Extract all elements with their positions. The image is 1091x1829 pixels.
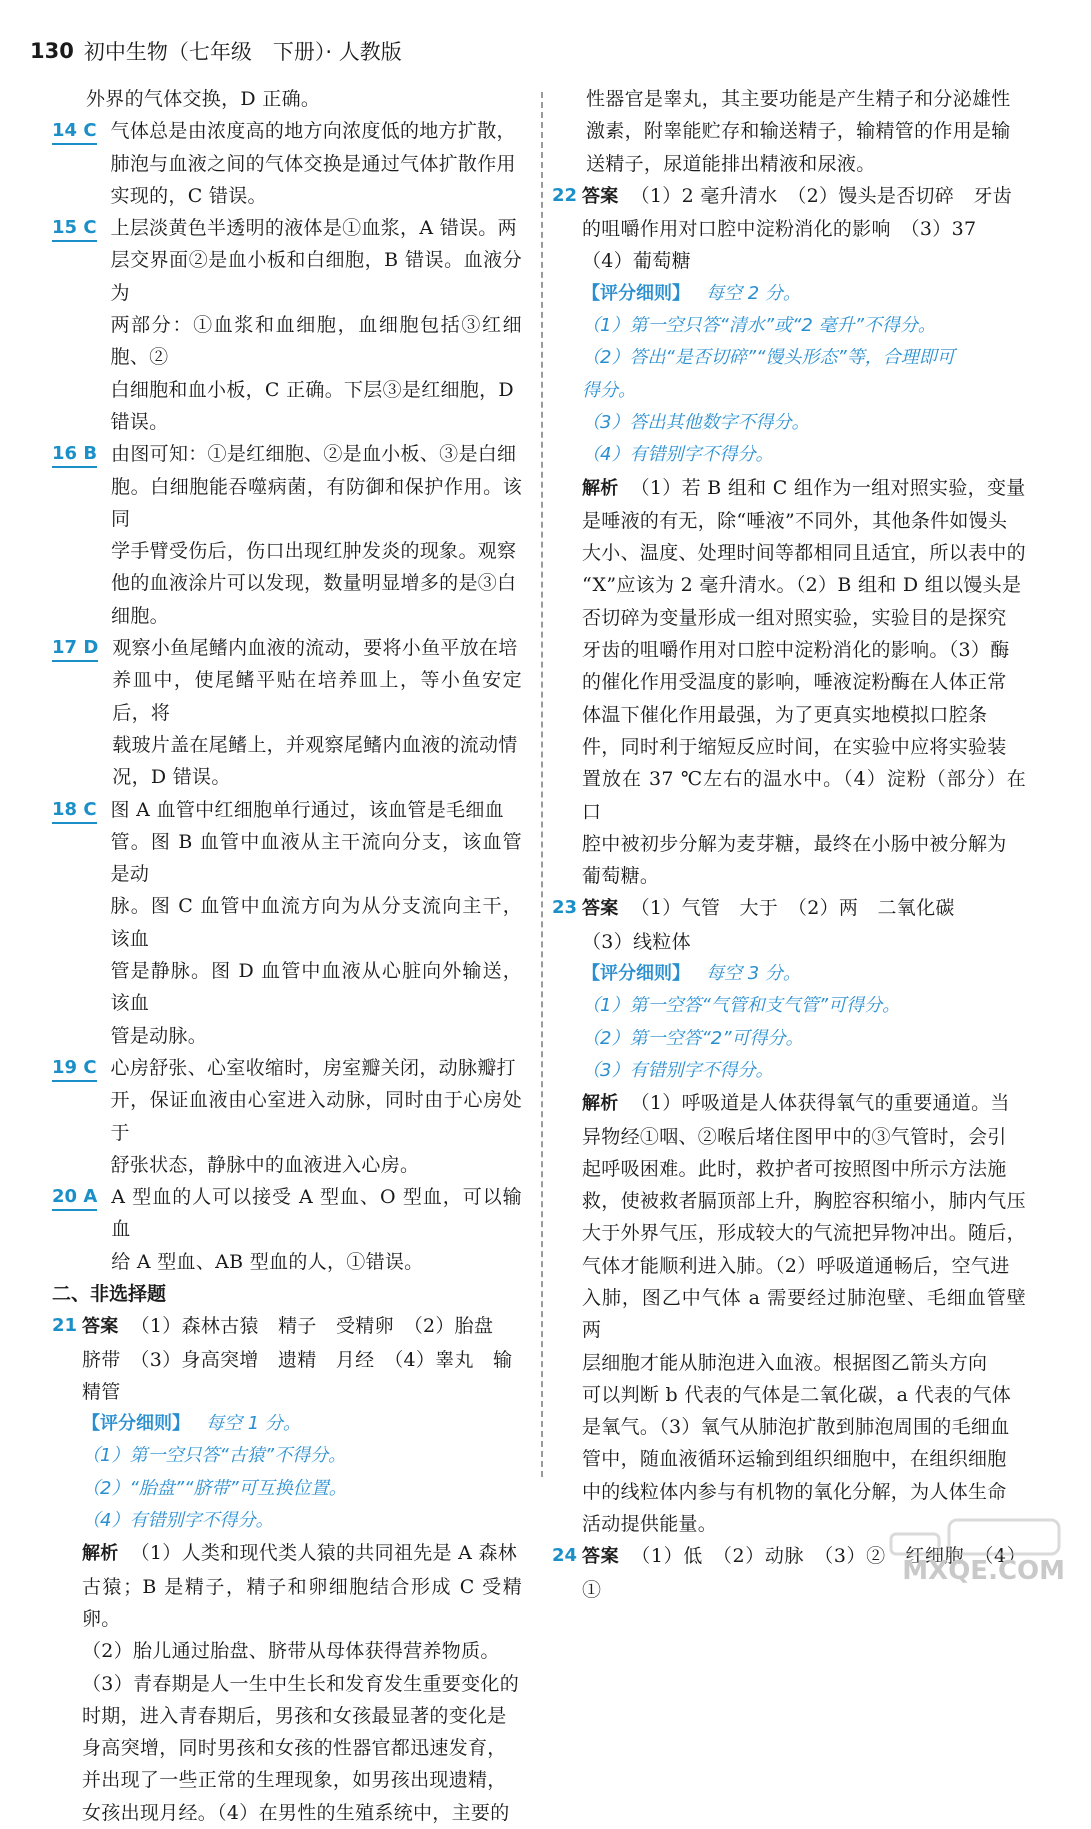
mc-item	[52, 1052, 522, 1181]
scoring-rule: （2）答出“是否切碎”“馒头形态”等，合理即可	[582, 347, 955, 369]
answer-line: 脐带 （3）身高突增 遗精 月经 （4）睾丸 输	[82, 1348, 513, 1371]
text-line: 上层淡黄色半透明的液体是①血浆，A 错误。两	[110, 217, 517, 240]
answer-line: 答案 （1）2 毫升清水 （2）馒头是否切碎 牙齿	[582, 184, 1013, 207]
question-21	[52, 1310, 522, 1829]
text-line: 脉。图 C 血管中血流方向为从分支流向主干，该血	[110, 895, 522, 950]
text-line: 错误。	[110, 410, 169, 433]
continued-text	[552, 83, 1026, 180]
analysis-line: 古猿；B 是精子，精子和卵细胞结合形成 C 受精卵。	[82, 1575, 522, 1630]
text-line: 舒张状态，静脉中的血液进入心房。	[110, 1153, 420, 1176]
scoring-rule: （4）有错别字不得分。	[582, 444, 774, 466]
scoring-rule: （1）第一空答“气管和支气管”可得分。	[582, 995, 901, 1017]
answer-block	[552, 180, 1026, 893]
answer-line: 答案 （1）气管 大于 （2）两 二氧化碳	[582, 897, 955, 920]
analysis-line: 置放在 37 ℃左右的温水中。（4）淀粉（部分）在口	[582, 768, 1026, 823]
question-number: 19 C	[52, 1056, 97, 1082]
analysis-label: 解析	[582, 477, 619, 499]
question-number: 20 A	[52, 1185, 97, 1211]
page-header	[30, 34, 402, 68]
text-line: 管。图 B 血管中血液从主干流向分支，该血管是动	[110, 830, 522, 886]
text-line: 白细胞和血小板，C 正确。下层③是红细胞，D	[110, 378, 514, 401]
question-number: 24	[552, 1545, 578, 1567]
question-22	[552, 180, 1026, 893]
analysis-line: 活动提供能量。	[582, 1513, 718, 1536]
answer-body	[582, 892, 1026, 1540]
analysis-line: 并出现了一些正常的生理现象，如男孩出现遗精，	[82, 1769, 507, 1792]
text-line: 载玻片盖在尾鳍上，并观察尾鳍内血液的流动情	[112, 733, 518, 756]
answer-block	[552, 892, 1026, 1540]
answer-line: （4）葡萄糖	[582, 250, 691, 273]
answer-line: 的咀嚼作用对口腔中淀粉消化的影响 （3）37	[582, 218, 977, 241]
question-number: 22	[552, 184, 578, 206]
scoring-rule: （2）“胎盘”“脐带”可互换位置。	[82, 1477, 347, 1499]
text-line: 他的血液涂片可以发现，数量明显增多的是③白	[111, 572, 517, 595]
scoring-rule: 得分。	[582, 379, 636, 401]
text-line: 胞。白细胞能吞噬病菌，有防御和保护作用。该同	[111, 475, 522, 530]
scoring-rule: （4）有错别字不得分。	[82, 1510, 274, 1532]
scoring-rule-title: 【评分细则】 每空 1 分。	[82, 1413, 301, 1435]
text-line: 两部分：①血浆和血细胞，血细胞包括③红细胞、②	[110, 314, 522, 369]
analysis-line: 起呼吸困难。此时，救护者可按照图中所示方法施	[582, 1157, 1007, 1180]
analysis-line: 大于外界气压，形成较大的气流把异物冲出。随后，	[582, 1222, 1026, 1245]
right-column	[552, 83, 1026, 1606]
scoring-rule-title: 【评分细则】 每空 2 分。	[582, 282, 801, 304]
analysis-line: 入肺，图乙中气体 a 需要经过肺泡壁、毛细血管壁两	[582, 1286, 1026, 1342]
text-line: 给 A 型血、AB 型血的人，①错误。	[111, 1250, 424, 1273]
explanation	[111, 1052, 522, 1181]
analysis-line: 解析 （1）呼吸道是人体获得氧气的重要通道。当	[582, 1092, 1010, 1115]
analysis-line: （3）青春期是人一生中生长和发育发生重要变化的	[82, 1672, 519, 1695]
multiple-choice-list	[52, 115, 522, 1278]
analysis-line: 否切碎为变量形成一组对照实验，实验目的是探究	[582, 606, 1007, 629]
text-line: 开，保证血液由心室进入动脉，同时由于心房处于	[110, 1089, 522, 1144]
explanation	[112, 632, 522, 793]
answer-label: 答案	[582, 185, 619, 207]
analysis-line: 大小、温度、处理时间等都相同且适宜，所以表中的	[582, 542, 1026, 565]
text-line: 细胞。	[111, 604, 169, 627]
scoring-label: 【评分细则】	[582, 963, 690, 985]
scoring-rule: （1）第一空只答“古猿”不得分。	[82, 1445, 347, 1467]
text-line: 由图可知：①是红细胞、②是血小板、③是白细	[111, 443, 517, 466]
intro-line: 外界的气体交换，D 正确。	[86, 88, 321, 110]
text-line: 气体总是由浓度高的地方向浓度低的地方扩散，	[110, 120, 516, 143]
watermark-text: MXQE.COM	[902, 1556, 1065, 1586]
answer-line: （3）线粒体	[582, 930, 691, 953]
analysis-line: 件，同时利于缩短反应时间，在实验中应将实验装	[582, 735, 1007, 758]
mc-item	[52, 115, 522, 212]
text-line: A 型血的人可以接受 A 型血、O 型血，可以输血	[111, 1186, 522, 1241]
question-number: 23	[552, 897, 578, 919]
analysis-line: 身高突增，同时男孩和女孩的性器官都迅速发育，	[82, 1737, 507, 1760]
mc-item	[52, 1181, 522, 1278]
explanation	[111, 212, 522, 438]
question-number: 18 C	[52, 798, 97, 824]
analysis-label: 解析	[82, 1543, 119, 1565]
analysis-line: 气体才能顺利进入肺。（2）呼吸道通畅后，空气进	[582, 1254, 1010, 1277]
analysis-line: 时期，进入青春期后，男孩和女孩最显著的变化是	[82, 1704, 507, 1727]
text-line: 送精子，尿道能排出精液和尿液。	[586, 152, 876, 175]
scoring-rule-title: 【评分细则】 每空 3 分。	[582, 963, 801, 985]
scoring-rule: （3）有错别字不得分。	[582, 1059, 774, 1081]
answer-label: 答案	[582, 898, 619, 920]
analysis-line: （2）胎儿通过胎盘、脐带从母体获得营养物质。	[82, 1640, 500, 1663]
analysis-line: 的催化作用受温度的影响，唾液淀粉酶在人体正常	[582, 671, 1007, 694]
scoring-label: 【评分细则】	[582, 282, 690, 304]
analysis-label: 解析	[582, 1093, 619, 1115]
mc-item	[52, 212, 522, 438]
explanation	[111, 438, 522, 632]
book-title: 初中生物（七年级 下册）· 人教版	[83, 40, 402, 64]
analysis-line: 体温下催化作用最强，为了更真实地模拟口腔条	[582, 703, 988, 726]
analysis-line: 女孩出现月经。（4）在男性的生殖系统中，主要的	[82, 1801, 510, 1824]
text-line: 实现的，C 错误。	[110, 184, 267, 207]
scoring-label: 【评分细则】	[82, 1413, 190, 1435]
text-line: 养皿中，使尾鳍平贴在培养皿上，等小鱼安定后，将	[112, 669, 522, 724]
analysis-line: 解析 （1）若 B 组和 C 组作为一组对照实验，变量	[582, 476, 1026, 499]
text-line: 心房舒张、心室收缩时，房室瓣关闭，动脉瓣打	[110, 1056, 516, 1079]
answer-line: 精管	[82, 1380, 121, 1403]
question-number: 17 D	[52, 636, 98, 662]
analysis-line: 解析 （1）人类和现代类人猿的共同祖先是 A 森林	[82, 1542, 518, 1565]
scoring-rule: （2）第一空答“2”可得分。	[582, 1027, 804, 1049]
analysis-line: 是氧气。（3）氧气从肺泡扩散到肺泡周围的毛细血	[582, 1416, 1010, 1439]
explanation	[111, 1181, 522, 1278]
mc-item	[52, 438, 522, 632]
text-line: 管是动脉。	[110, 1024, 208, 1047]
analysis-line: 中的线粒体内参与有机物的氧化分解，为人体生命	[582, 1480, 1007, 1503]
question-number: 15 C	[52, 216, 97, 242]
answer-body	[82, 1310, 522, 1829]
text-line: 性器官是睾丸，其主要功能是产生精子和分泌雄性	[586, 88, 1011, 110]
page-number: 130	[30, 39, 74, 63]
analysis-line: “X”应该为 2 毫升清水。（2）B 组和 D 组以馒头是	[582, 574, 1022, 597]
mc-item	[52, 632, 522, 793]
text-line: 况，D 错误。	[112, 766, 231, 789]
question-23	[552, 892, 1026, 1540]
analysis-line: 腔中被初步分解为麦芽糖，最终在小肠中被分解为	[582, 832, 1007, 855]
text-line: 层交界面②是血小板和白细胞，B 错误。血液分为	[110, 249, 522, 304]
text-line: 学手臂受伤后，伤口出现红肿发炎的现象。观察	[111, 540, 517, 563]
text-line: 图 A 血管中红细胞单行通过，该血管是毛细血	[110, 798, 504, 821]
analysis-line: 是唾液的有无，除“唾液”不同外，其他条件如馒头	[582, 509, 1008, 532]
question-number: 16 B	[52, 442, 97, 468]
answer-line: 答案 （1）低 （2）动脉 （3）② 红细胞 （4）①	[582, 1545, 1026, 1601]
section-title: 二、非选择题	[52, 1282, 167, 1305]
text-line: 肺泡与血液之间的气体交换是通过气体扩散作用	[110, 152, 516, 175]
explanation	[111, 115, 522, 212]
scoring-rule: （3）答出其他数字不得分。	[582, 411, 810, 433]
answer-block	[52, 1310, 522, 1829]
left-column	[52, 83, 522, 1829]
question-number: 14 C	[52, 119, 97, 145]
analysis-line: 可以判断 b 代表的气体是二氧化碳，a 代表的气体	[582, 1383, 1012, 1406]
answer-body	[582, 180, 1026, 893]
text-line: 观察小鱼尾鳍内血液的流动，要将小鱼平放在培	[112, 637, 518, 660]
text-line: 激素，附睾能贮存和输送精子，输精管的作用是输	[586, 120, 1011, 143]
scoring-rule: （1）第一空只答“清水”或“2 毫升”不得分。	[582, 315, 936, 337]
explanation	[111, 794, 522, 1052]
answer-line: 答案 （1）森林古猿 精子 受精卵 （2）胎盘	[82, 1315, 494, 1338]
analysis-line: 管中，随血液循环运输到组织细胞中，在组织细胞	[582, 1448, 1007, 1471]
mc-item	[52, 794, 522, 1052]
analysis-line: 救，使被救者膈顶部上升，胸腔容积缩小，肺内气压	[582, 1190, 1026, 1213]
analysis-line: 层细胞才能从肺泡进入血液。根据图乙箭头方向	[582, 1351, 988, 1374]
answer-label: 答案	[82, 1316, 119, 1338]
analysis-line: 牙齿的咀嚼作用对口腔中淀粉消化的影响。（3）酶	[582, 639, 1010, 662]
text-line: 管是静脉。图 D 血管中血液从心脏向外输送，该血	[110, 960, 522, 1015]
analysis-line: 异物经①咽、②喉后堵住图甲中的③气管时，会引	[582, 1125, 1007, 1148]
analysis-line: 葡萄糖。	[582, 865, 660, 888]
column-divider	[541, 92, 543, 1477]
answer-label: 答案	[582, 1546, 620, 1568]
question-number: 21	[52, 1315, 78, 1337]
